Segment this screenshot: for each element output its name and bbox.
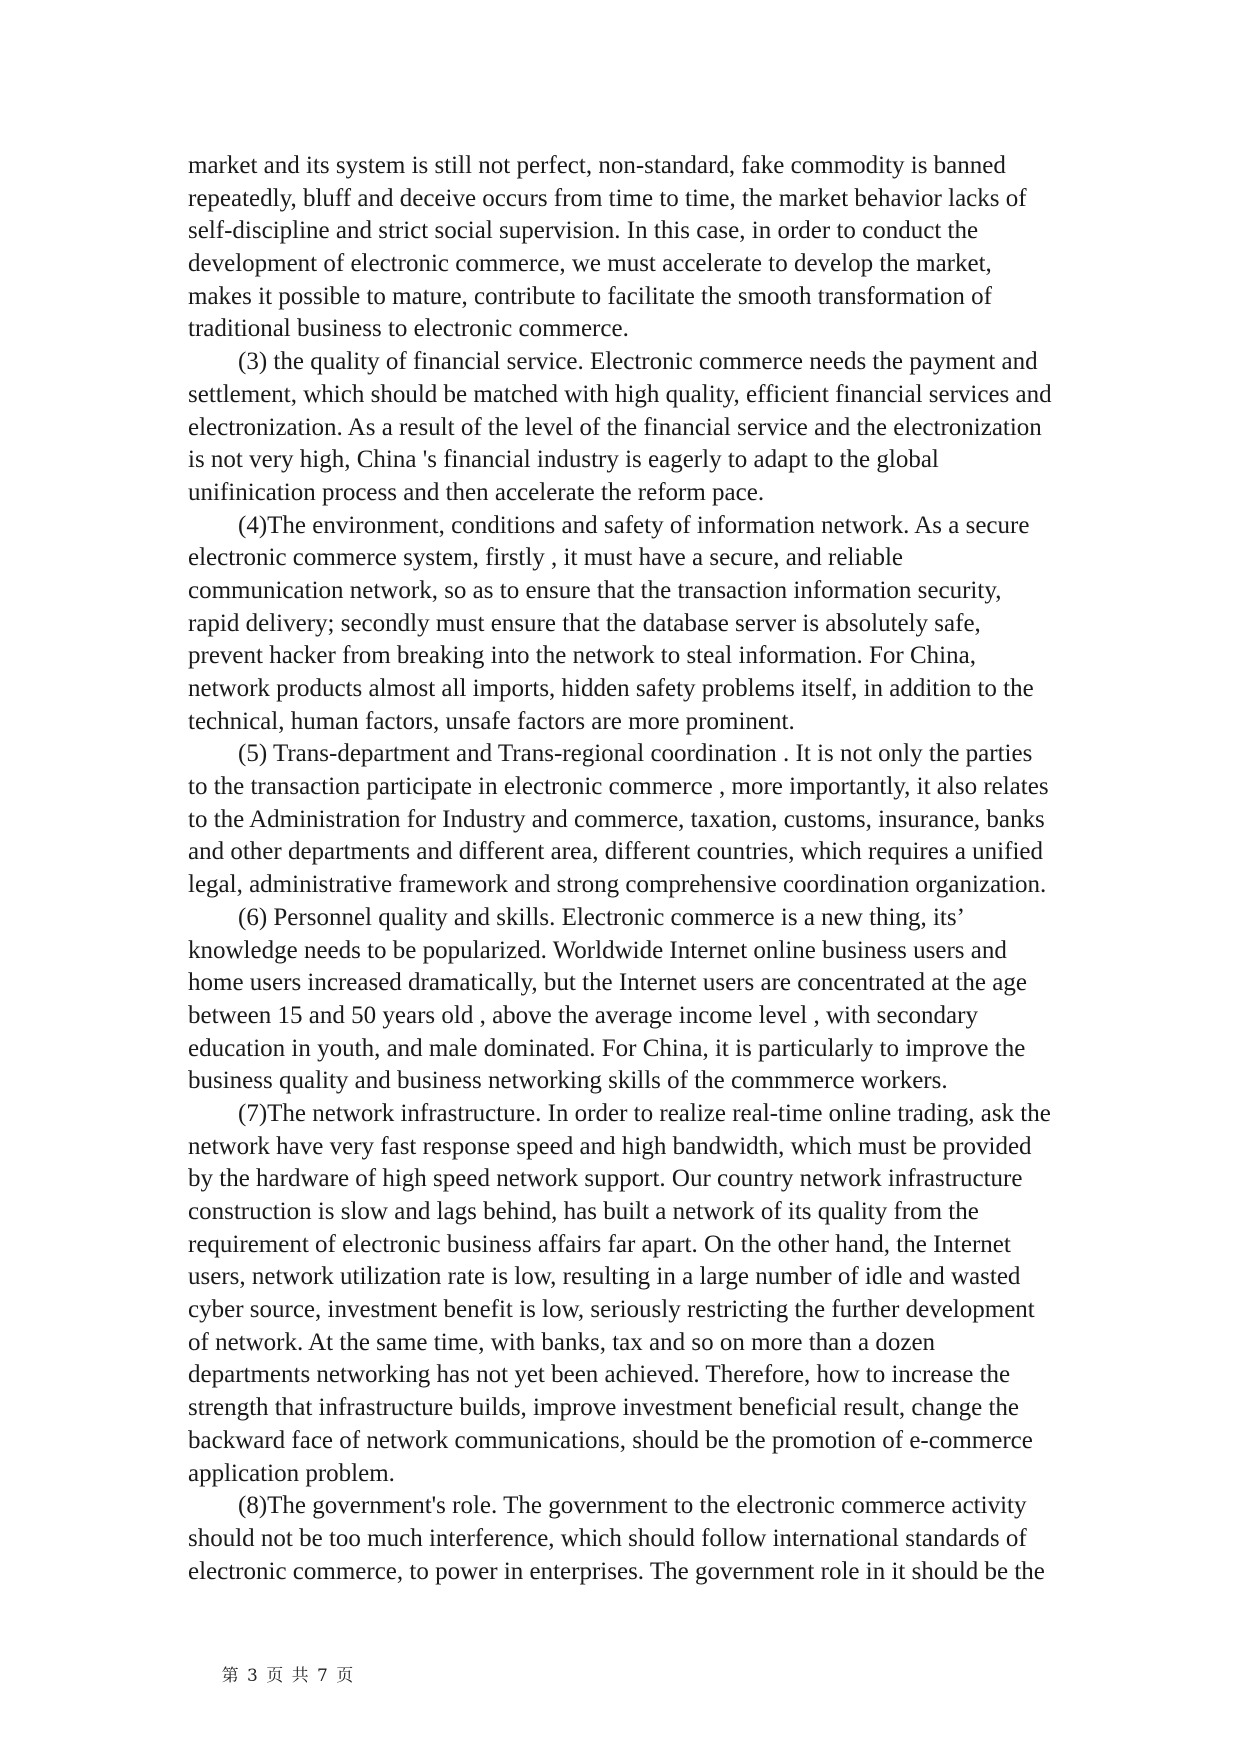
text-line: requirement of electronic business affairs far apart. On the other hand, the Internet bbox=[188, 1230, 1011, 1258]
paragraph-coordination bbox=[188, 738, 1088, 901]
text-line: and other departments and different area, different countries, which requires a unified bbox=[188, 838, 1043, 866]
text-line: self-discipline and strict social supervision. In this case, in order to conduct the bbox=[188, 217, 979, 245]
text-line: network products almost all imports, hidden safety problems itself, in addition to the bbox=[188, 675, 1034, 702]
text-line: electronic commerce system, firstly , it must have a secure, and reliable bbox=[188, 544, 904, 572]
text-line: cyber source, investment benefit is low, seriously restricting the further development bbox=[188, 1296, 1035, 1324]
page-number: 第 3 页 共 7 页 bbox=[221, 1666, 354, 1686]
text-line: between 15 and 50 years old , above the average income level , with secondary bbox=[188, 1001, 978, 1029]
page-footer bbox=[188, 1640, 353, 1712]
text-line: (5) Trans-department and Trans-regional coordination . It is not only the parties bbox=[238, 740, 1033, 768]
text-line: (4)The environment, conditions and safety of information network. As a secure bbox=[238, 511, 1030, 539]
text-line: network have very fast response speed and high bandwidth, which must be provided bbox=[188, 1132, 1032, 1160]
text-line: departments networking has not yet been achieved. Therefore, how to increase the bbox=[188, 1361, 1011, 1389]
paragraph-continued bbox=[188, 150, 1088, 346]
text-line: by the hardware of high speed network support. Our country network infrastructure bbox=[188, 1165, 1023, 1193]
text-line: market and its system is still not perfect, non-standard, fake commodity is banned bbox=[188, 152, 1006, 179]
text-line: technical, human factors, unsafe factors are more prominent. bbox=[188, 707, 795, 735]
text-line: unifinication process and then accelerate the reform pace. bbox=[188, 478, 765, 506]
text-line: to the Administration for Industry and commerce, taxation, customs, insurance, banks bbox=[188, 805, 1045, 833]
text-line: to the transaction participate in electronic commerce , more importantly, it also relates bbox=[188, 773, 1049, 801]
text-line: settlement, which should be matched with high quality, efficient financial services and bbox=[188, 380, 1052, 408]
text-line: education in youth, and male dominated. For China, it is particularly to improve the bbox=[188, 1034, 1026, 1062]
text-line: traditional business to electronic commerce. bbox=[188, 315, 629, 343]
paragraph-network-safety bbox=[188, 510, 1088, 739]
text-line: home users increased dramatically, but the Internet users are concentrated at the age bbox=[188, 969, 1027, 997]
body-text bbox=[188, 150, 1088, 1588]
text-line: rapid delivery; secondly must ensure that the database server is absolutely safe, bbox=[188, 609, 981, 637]
text-line: should not be too much interference, which should follow international standards of bbox=[188, 1524, 1027, 1552]
text-line: makes it possible to mature, contribute to facilitate the smooth transformation of bbox=[188, 282, 992, 310]
text-line: electronic commerce, to power in enterprises. The government role in it should be the bbox=[188, 1557, 1045, 1585]
text-line: strength that infrastructure builds, improve investment beneficial result, change the bbox=[188, 1394, 1019, 1422]
text-line: users, network utilization rate is low, resulting in a large number of idle and wasted bbox=[188, 1263, 1021, 1291]
paragraph-government-role bbox=[188, 1490, 1088, 1588]
text-line: communication network, so as to ensure that the transaction information security, bbox=[188, 576, 1002, 604]
paragraph-personnel bbox=[188, 902, 1088, 1098]
text-line: (3) the quality of financial service. Electronic commerce needs the payment and bbox=[238, 348, 1038, 376]
text-line: (6) Personnel quality and skills. Electronic commerce is a new thing, its’ bbox=[238, 903, 965, 931]
paragraph-infrastructure bbox=[188, 1098, 1088, 1490]
text-line: application problem. bbox=[188, 1459, 395, 1487]
text-line: repeatedly, bluff and deceive occurs from time to time, the market behavior lacks of bbox=[188, 184, 1027, 212]
text-line: business quality and business networking skills of the commmerce workers. bbox=[188, 1067, 948, 1095]
paragraph-financial-service bbox=[188, 346, 1088, 509]
text-line: of network. At the same time, with banks, tax and so on more than a dozen bbox=[188, 1328, 936, 1356]
text-line: (7)The network infrastructure. In order to realize real-time online trading, ask the bbox=[238, 1099, 1051, 1127]
text-line: prevent hacker from breaking into the network to steal information. For China, bbox=[188, 642, 976, 670]
text-line: development of electronic commerce, we must accelerate to develop the market, bbox=[188, 250, 992, 278]
text-line: (8)The government's role. The government to the electronic commerce activity bbox=[238, 1492, 1027, 1520]
text-line: legal, administrative framework and strong comprehensive coordination organization. bbox=[188, 871, 1047, 899]
text-line: knowledge needs to be popularized. Worldwide Internet online business users and bbox=[188, 936, 1007, 964]
text-line: backward face of network communications, should be the promotion of e-commerce bbox=[188, 1426, 1033, 1454]
text-line: construction is slow and lags behind, has built a network of its quality from the bbox=[188, 1198, 979, 1225]
text-line: is not very high, China 's financial industry is eagerly to adapt to the global bbox=[188, 446, 939, 474]
text-line: electronization. As a result of the level of the financial service and the electronization bbox=[188, 413, 1042, 441]
